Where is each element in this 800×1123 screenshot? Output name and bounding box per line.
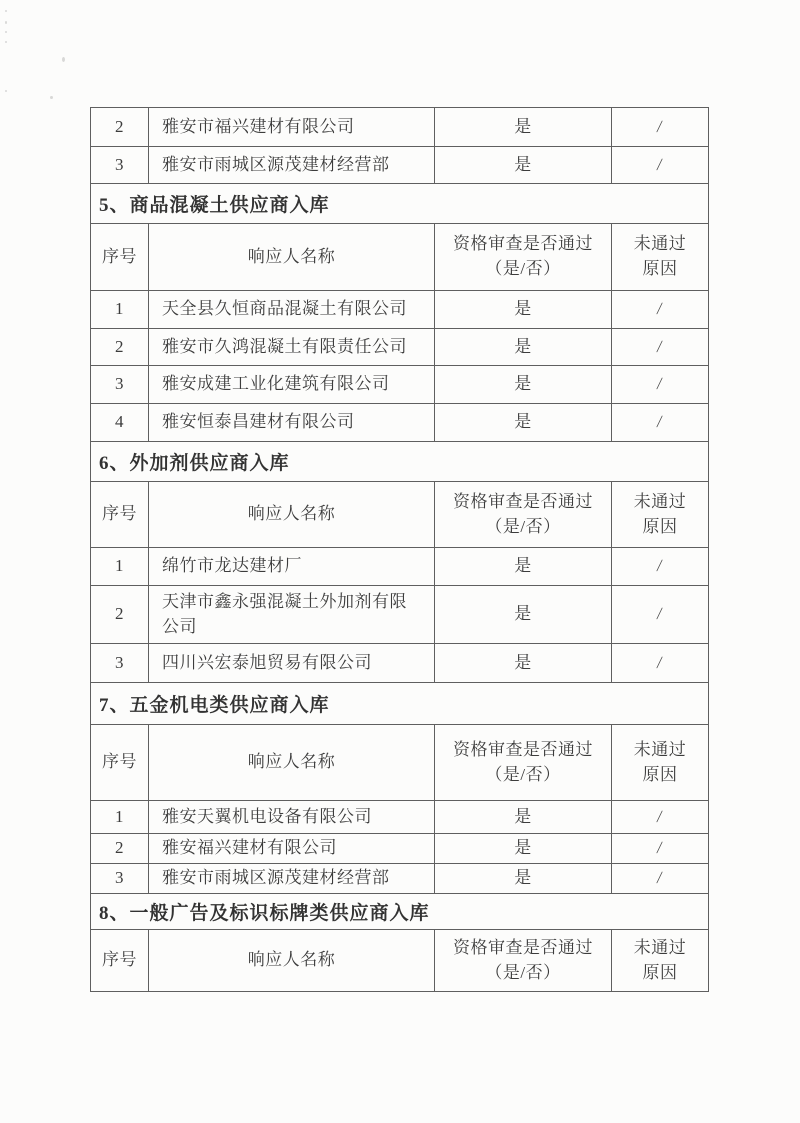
scan-speck bbox=[62, 57, 65, 62]
pass-cell: 是 bbox=[434, 585, 611, 643]
pass-header: 资格审查是否通过 （是/否） bbox=[434, 223, 611, 290]
seq-cell: 3 bbox=[91, 863, 148, 893]
seq-cell: 2 bbox=[115, 116, 124, 136]
table-row bbox=[91, 403, 708, 441]
name-cell: 雅安福兴建材有限公司 bbox=[148, 833, 434, 863]
seq-cell: 2 bbox=[91, 585, 148, 643]
reason-cell: / bbox=[656, 116, 665, 136]
pass-cell: 是 bbox=[434, 328, 611, 365]
reason-cell: / bbox=[656, 652, 665, 672]
pass-cell: 是 bbox=[434, 365, 611, 403]
pass-cell: 是 bbox=[434, 643, 611, 682]
table-row bbox=[91, 547, 708, 585]
pass-cell: 是 bbox=[434, 833, 611, 863]
pass-cell: 是 bbox=[434, 403, 611, 441]
name-cell: 绵竹市龙达建材厂 bbox=[148, 547, 434, 585]
name-cell: 雅安市雨城区源茂建材经营部 bbox=[148, 863, 434, 893]
name-header: 响应人名称 bbox=[148, 929, 434, 991]
pass-header: 资格审查是否通过 （是/否） bbox=[434, 481, 611, 547]
seq-cell: 1 bbox=[91, 547, 148, 585]
table-header-row bbox=[91, 929, 708, 991]
section-title: 7、五金机电类供应商入库 bbox=[91, 682, 708, 724]
name-cell: 天全县久恒商品混凝土有限公司 bbox=[148, 290, 434, 328]
seq-cell: 1 bbox=[91, 290, 148, 328]
table-header-row bbox=[91, 223, 708, 290]
reason-header: 未通过 原因 bbox=[611, 724, 708, 800]
reason-cell: / bbox=[656, 838, 665, 858]
pass-cell: 是 bbox=[434, 146, 611, 183]
pass-cell: 是 bbox=[434, 290, 611, 328]
pass-header: 资格审查是否通过 （是/否） bbox=[434, 929, 611, 991]
reason-cell: / bbox=[656, 868, 665, 888]
seq-header: 序号 bbox=[91, 724, 148, 800]
seq-header: 序号 bbox=[91, 929, 148, 991]
seq-cell: 2 bbox=[91, 833, 148, 863]
pass-header: 资格审查是否通过 （是/否） bbox=[434, 724, 611, 800]
name-cell: 雅安市雨城区源茂建材经营部 bbox=[148, 146, 434, 183]
section-title: 6、外加剂供应商入库 bbox=[91, 441, 708, 481]
name-header: 响应人名称 bbox=[148, 481, 434, 547]
table-row bbox=[91, 643, 708, 682]
scan-speck bbox=[5, 41, 7, 43]
name-header: 响应人名称 bbox=[148, 223, 434, 290]
seq-cell: 3 bbox=[91, 643, 148, 682]
table-header-row bbox=[91, 724, 708, 800]
name-cell: 雅安成建工业化建筑有限公司 bbox=[148, 365, 434, 403]
name-cell: 雅安市久鸿混凝土有限责任公司 bbox=[148, 328, 434, 365]
reason-cell: / bbox=[656, 154, 665, 174]
reason-cell: / bbox=[656, 604, 665, 624]
name-cell: 雅安恒泰昌建材有限公司 bbox=[148, 403, 434, 441]
scan-speck bbox=[5, 31, 7, 33]
seq-header: 序号 bbox=[91, 223, 148, 290]
name-header: 响应人名称 bbox=[148, 724, 434, 800]
table-row bbox=[91, 290, 708, 328]
seq-cell: 3 bbox=[91, 146, 148, 183]
table-row bbox=[91, 800, 708, 833]
pass-cell: 是 bbox=[434, 108, 611, 146]
table-row bbox=[91, 146, 708, 183]
name-cell: 天津市鑫永强混凝土外加剂有限公司 bbox=[148, 585, 434, 643]
pass-cell: 是 bbox=[434, 547, 611, 585]
scan-speck bbox=[50, 96, 53, 99]
reason-cell: / bbox=[656, 412, 665, 432]
section-title: 8、一般广告及标识标牌类供应商入库 bbox=[91, 893, 708, 929]
reason-cell: / bbox=[656, 806, 665, 826]
reason-cell: / bbox=[656, 556, 665, 576]
pass-cell: 是 bbox=[434, 863, 611, 893]
scan-speck bbox=[5, 21, 7, 24]
seq-cell: 3 bbox=[91, 365, 148, 403]
seq-header: 序号 bbox=[91, 481, 148, 547]
seq-cell: 4 bbox=[91, 403, 148, 441]
table-row bbox=[91, 328, 708, 365]
supplier-review-table bbox=[90, 107, 709, 992]
scan-speck bbox=[5, 90, 7, 92]
scan-speck bbox=[5, 10, 7, 12]
table-row bbox=[91, 365, 708, 403]
reason-cell: / bbox=[656, 336, 665, 356]
reason-header: 未通过 原因 bbox=[611, 929, 708, 991]
reason-header: 未通过 原因 bbox=[611, 223, 708, 290]
name-cell: 雅安市福兴建材有限公司 bbox=[148, 108, 434, 146]
section-title: 5、商品混凝土供应商入库 bbox=[91, 183, 708, 223]
table-header-row bbox=[91, 481, 708, 547]
reason-cell: / bbox=[656, 299, 665, 319]
seq-cell: 1 bbox=[91, 800, 148, 833]
table-row bbox=[91, 585, 708, 643]
table-row bbox=[91, 863, 708, 893]
pass-cell: 是 bbox=[434, 800, 611, 833]
table-row bbox=[91, 108, 708, 146]
reason-cell: / bbox=[656, 374, 665, 394]
reason-header: 未通过 原因 bbox=[611, 481, 708, 547]
seq-cell: 2 bbox=[91, 328, 148, 365]
name-cell: 四川兴宏泰旭贸易有限公司 bbox=[148, 643, 434, 682]
table-row bbox=[91, 833, 708, 863]
name-cell: 雅安天翼机电设备有限公司 bbox=[148, 800, 434, 833]
